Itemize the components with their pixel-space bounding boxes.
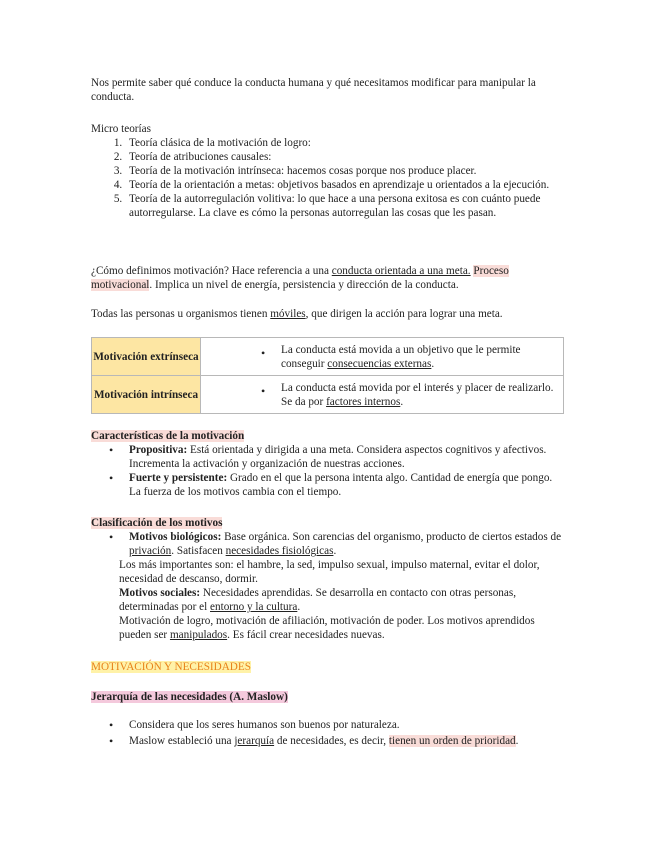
list-item: 3. Teoría de la motivación intrínseca: hacemos cosas porque nos produce placer. [125,164,563,178]
table-desc-underlined: consecuencias externas [327,357,432,370]
classification-section [91,516,563,642]
classification-list [91,530,563,558]
table-desc-text: La conducta está movida por el interés y placer de realizarlo. Se da por [281,381,554,408]
maslow-section [91,718,563,748]
item-underlined: entorno y la cultura [210,601,298,613]
list-item: 4. Teoría de la orientación a metas: objetivos basados en aprendizaje u orientados a la ejecución. [125,178,563,192]
bullet-icon: • [261,346,266,360]
item-bold: Propositiva: [129,444,188,456]
list-item: • Considera que los seres humanos son buenos por naturaleza. [125,718,563,732]
list-item: 5. Teoría de la autorregulación volitiva: lo que hace a una persona exitosa es con cuánto puede autorregularse. La clave es cómo la personas autorregulan las cosas que les pasan. [125,192,563,220]
item-underlined: privación [129,545,172,557]
social-motives [91,586,563,614]
item-bold: Fuerte y persistente: [129,472,228,484]
table-desc-cell [201,376,564,414]
list-item [125,471,563,499]
moviles-underlined: móviles [270,308,306,320]
list-item [125,530,563,558]
micro-theories-section [91,122,563,220]
item-text: Necesidades aprendidas. Se desarrolla en contacto con otras personas, determinadas por el [119,587,517,613]
list-item [125,443,563,471]
item-text: . [333,545,337,557]
item-text: . [515,735,519,747]
item-text: de necesidades, es decir, [274,735,389,747]
table-row [92,376,564,414]
list-item: 1. Teoría clásica de la motivación de logro: [125,136,563,150]
item-text: Motivación de logro, motivación de afiliación, motivación de poder. Los motivos aprendidos pueden ser [119,615,535,641]
item-text: . [297,601,301,613]
table-desc-end: . [431,357,435,370]
section-heading-text: MOTIVACIÓN Y NECESIDADES [91,661,251,673]
table-desc-underlined: factores internos [326,395,401,408]
item-bold: Motivos biológicos: [129,531,222,543]
item-text: Está orientada y dirigida a una meta. Considera aspectos cognitivos y afectivos. Incrementa la activación y organización de nuestras acciones. [129,444,547,470]
biological-details: Los más importantes son: el hambre, la sed, impulso sexual, impulso maternal, evitar el dolor, necesidad de descanso, dormir. [119,559,540,585]
characteristics-section [91,429,563,499]
item-underlined: jerarquía [234,735,275,747]
definition-underlined: conducta orientada a una meta. [331,265,471,277]
maslow-title: Jerarquía de las necesidades (A. Maslow) [91,691,288,703]
definition-highlight: Proceso motivacional [91,265,509,291]
table-row [92,338,564,376]
definition-paragraph [91,264,563,292]
item-underlined: manipulados [169,629,228,641]
table-desc-text: La conducta está movida a un objetivo que le permite conseguir [281,343,521,370]
moviles-text-post: , que dirigen la acción para lograr una meta. [305,308,503,320]
bullet-icon: • [261,384,266,398]
intro-paragraph: Nos permite saber qué conduce la conducta humana y qué necesitamos modificar para manipular la conducta. [91,77,536,103]
item-text: Maslow estableció una [129,735,235,747]
table-label-cell: Motivación extrínseca [92,338,201,376]
list-item: 2. Teoría de atribuciones causales: [125,150,563,164]
item-text: . Es fácil crear necesidades nuevas. [227,629,385,641]
characteristics-list [91,443,563,499]
item-underlined: necesidades fisiológicas [225,545,334,557]
classification-title: Clasificación de los motivos [91,517,223,529]
item-text: . Satisfacen [171,545,226,557]
moviles-paragraph [91,307,563,321]
maslow-list [91,718,563,748]
characteristics-title: Características de la motivación [91,430,245,442]
item-text: Base orgánica. Son carencias del organismo, producto de ciertos estados de [221,531,562,543]
motivation-types-table [91,337,564,414]
list-item [125,734,563,748]
item-text: Grado en el que la persona intenta algo. Cantidad de energía que pongo. La fuerza de los motivos cambia con el tiempo. [129,472,553,498]
table-desc-cell [201,338,564,376]
section-heading [91,660,563,674]
micro-theories-title: Micro teorías [91,123,151,135]
micro-theories-list [91,136,563,220]
definition-text-post: . Implica un nivel de energía, persistencia y dirección de la conducta. [149,279,459,291]
item-bold: Motivos sociales: [119,587,201,599]
moviles-text-pre: Todas las personas u organismos tienen [91,308,271,320]
definition-text-pre: ¿Cómo definimos motivación? Hace referencia a una [91,265,332,277]
item-highlight: tienen un orden de prioridad [388,735,516,747]
maslow-heading [91,690,563,704]
table-label-cell: Motivación intrínseca [92,376,201,414]
table-desc-end: . [400,395,404,408]
social-details [91,614,563,642]
